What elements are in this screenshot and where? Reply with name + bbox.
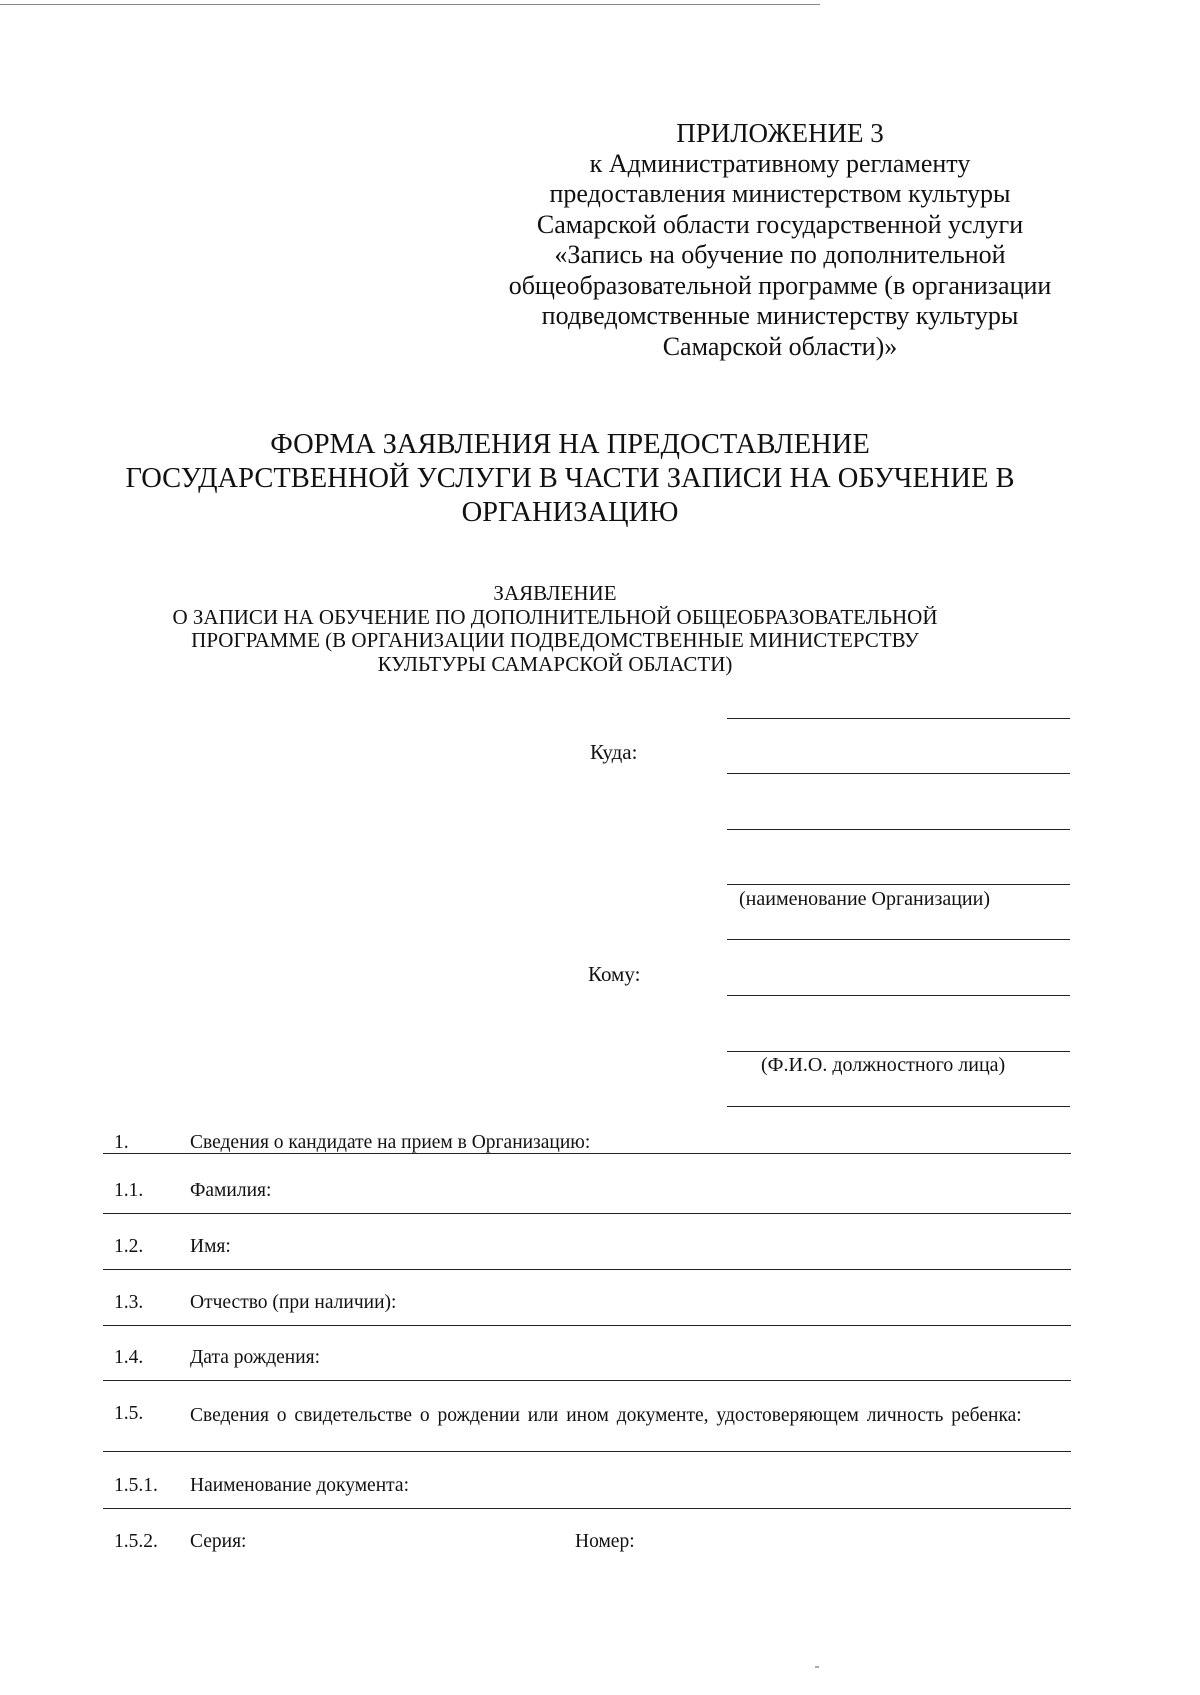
field-label: Дата рождения: — [190, 1347, 321, 1368]
to-whom-field-line[interactable] — [727, 1106, 1070, 1107]
appendix-line: к Административному регламенту — [589, 148, 971, 178]
field-underline[interactable] — [103, 1325, 1071, 1326]
field-row-name — [103, 1236, 1071, 1280]
field-label: Сведения о свидетельстве о рождении или ином документе, удостоверяющем личность ребенка: — [190, 1405, 1022, 1426]
form-title — [80, 428, 1060, 530]
field-row-series-number — [103, 1531, 1071, 1575]
to-whom-field-line[interactable] — [727, 995, 1070, 996]
form-title-line: ОРГАНИЗАЦИЮ — [461, 497, 679, 528]
field-number: 1.3. — [114, 1292, 144, 1313]
field-row-patronymic — [103, 1292, 1071, 1336]
field-row-birth-certificate — [103, 1403, 1071, 1463]
to-whom-field-line[interactable] — [727, 939, 1070, 940]
statement-line: О ЗАПИСИ НА ОБУЧЕНИЕ ПО ДОПОЛНИТЕЛЬНОЙ ОБЩЕОБРАЗОВАТЕЛЬНОЙ — [172, 604, 938, 629]
statement-heading — [80, 582, 1030, 676]
field-number: 1.1. — [114, 1180, 144, 1201]
form-title-line: ГОСУДАРСТВЕННОЙ УСЛУГИ В ЧАСТИ ЗАПИСИ НА ОБУЧЕНИЕ В — [125, 463, 1015, 494]
field-underline[interactable] — [103, 1508, 1071, 1509]
statement-line: ПРОГРАММЕ (В ОРГАНИЗАЦИИ ПОДВЕДОМСТВЕННЫЕ МИНИСТЕРСТВУ — [191, 628, 919, 652]
field-label: Сведения о кандидате на прием в Организацию: — [190, 1132, 591, 1153]
appendix-line: Самарской области государственной услуги — [536, 209, 1024, 239]
field-row-surname — [103, 1180, 1071, 1224]
field-row-candidate-info — [103, 1132, 1071, 1176]
to-where-field-line[interactable] — [727, 773, 1070, 774]
field-number: 1.5. — [114, 1403, 144, 1424]
appendix-line: Самарской области)» — [662, 331, 898, 361]
to-where-field-line[interactable] — [727, 829, 1070, 830]
appendix-line: «Запись на обучение по дополнительной — [554, 240, 1006, 269]
series-label: Серия: — [190, 1531, 247, 1552]
appendix-line: общеобразовательной программе (в организации — [508, 270, 1052, 300]
to-whom-field-line[interactable] — [727, 1051, 1070, 1052]
field-underline[interactable] — [103, 1269, 1071, 1270]
field-underline[interactable] — [103, 1380, 1071, 1381]
organization-caption: (наименование Организации) — [739, 888, 990, 910]
appendix-line: предоставления министерством культуры — [549, 179, 1011, 208]
field-underline[interactable] — [103, 1451, 1071, 1452]
appendix-header — [460, 118, 1100, 362]
field-number: 1.5.1. — [114, 1475, 158, 1496]
top-edge-rule — [0, 4, 820, 5]
appendix-line: подведомственные министерству культуры — [541, 301, 1019, 330]
to-where-label: Куда: — [590, 740, 638, 764]
field-label: Имя: — [190, 1236, 231, 1257]
official-caption: (Ф.И.О. должностного лица) — [761, 1054, 1006, 1076]
field-underline[interactable] — [103, 1213, 1071, 1214]
field-row-birth-date — [103, 1347, 1071, 1391]
to-whom-label: Кому: — [588, 962, 641, 986]
appendix-title: ПРИЛОЖЕНИЕ 3 — [676, 118, 884, 148]
statement-line: КУЛЬТУРЫ САМАРСКОЙ ОБЛАСТИ) — [377, 651, 733, 676]
field-label: Отчество (при наличии): — [190, 1292, 397, 1313]
to-where-field-line[interactable] — [727, 718, 1070, 719]
to-where-field-line[interactable] — [727, 884, 1070, 885]
scan-speck — [815, 1666, 819, 1668]
number-label: Номер: — [575, 1531, 635, 1552]
field-number: 1.5.2. — [114, 1531, 158, 1552]
statement-line: ЗАЯВЛЕНИЕ — [493, 581, 617, 605]
field-row-document-name — [103, 1475, 1071, 1519]
field-label: Фамилия: — [190, 1180, 272, 1201]
field-underline[interactable] — [103, 1153, 1071, 1154]
field-number: 1. — [114, 1132, 129, 1153]
field-number: 1.2. — [114, 1236, 144, 1257]
field-label: Наименование документа: — [190, 1475, 409, 1496]
field-number: 1.4. — [114, 1347, 144, 1368]
form-title-line: ФОРМА ЗАЯВЛЕНИЯ НА ПРЕДОСТАВЛЕНИЕ — [270, 429, 870, 460]
